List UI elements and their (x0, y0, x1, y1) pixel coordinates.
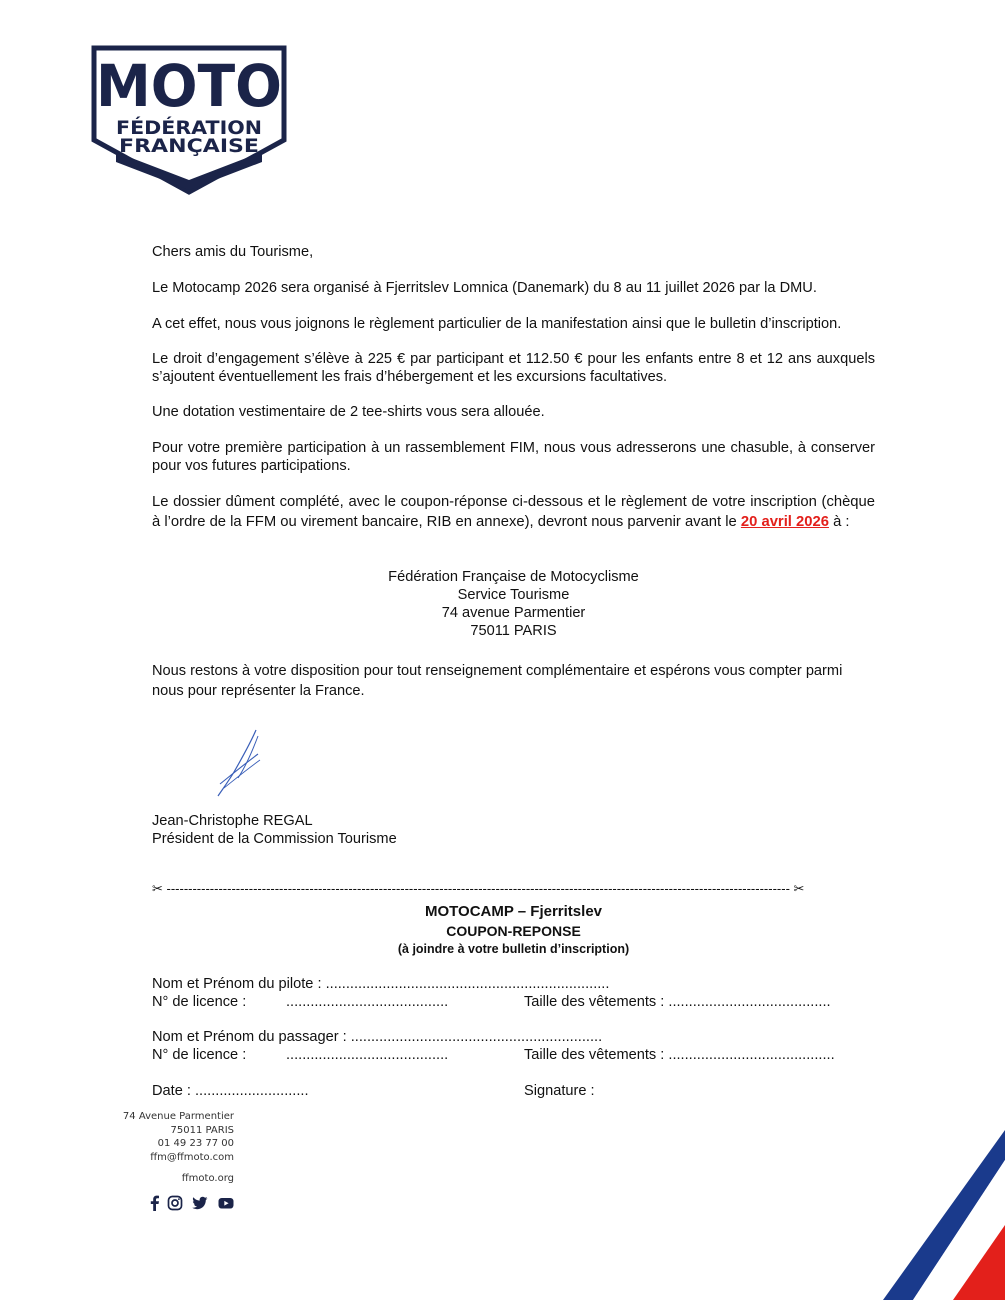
signer-title: Président de la Commission Tourisme (152, 831, 397, 847)
coupon-title: MOTOCAMP – Fjerritslev (425, 903, 602, 920)
pilot-licence-field[interactable]: ........................................ (286, 994, 449, 1010)
paragraph-closing: Nous restons à votre disposition pour tout renseignement complémentaire et espérons vous compter parmi nous pour représenter la France. (152, 663, 843, 699)
address-line: Service Tourisme (457, 587, 570, 603)
date-field[interactable]: Date : ............................ (152, 1083, 309, 1099)
pilot-licence-label: N° de licence : (152, 994, 247, 1010)
address-line: 75011 PARIS (470, 623, 557, 639)
footer-email[interactable]: ffm@ffmoto.com (150, 1151, 234, 1163)
coupon-subtitle: COUPON-REPONSE (446, 923, 581, 939)
logo-word: MOTO (96, 52, 282, 120)
deadline-date: 20 avril 2026 (740, 513, 829, 530)
greeting: Chers amis du Tourisme, (152, 244, 314, 260)
tricolor-stripe-decoration (875, 1130, 1005, 1300)
handwritten-signature (212, 726, 266, 798)
signature-field[interactable]: Signature : (524, 1083, 595, 1099)
passenger-name-field[interactable]: Nom et Prénom du passager : .............................................................. (152, 1029, 603, 1045)
address-line: Fédération Française de Motocyclisme (388, 569, 639, 585)
pilot-size-field[interactable]: Taille des vêtements : ........................................ (524, 994, 831, 1010)
paragraph-chasuble: Pour votre première participation à un rassemblement FIM, nous vous adresserons une chasuble, à conserver pour vos futures participations. (152, 440, 875, 474)
ffm-logo (88, 44, 290, 196)
paragraph-documents: A cet effet, nous vous joignons le règlement particulier de la manifestation ainsi que le bulletin d’inscription. (152, 316, 842, 332)
twitter-icon[interactable] (191, 1194, 209, 1212)
logo-line1: FÉDÉRATION (116, 117, 251, 139)
postal-address (152, 568, 875, 640)
passenger-licence-label: N° de licence : (152, 1047, 247, 1063)
youtube-icon[interactable] (217, 1194, 235, 1212)
paragraph-tshirts: Une dotation vestimentaire de 2 tee-shirts vous sera allouée. (152, 404, 545, 420)
paragraph-fees: Le droit d’engagement s’élève à 225 € par participant et 112.50 € pour les enfants entre 8 et 12 ans auxquels s’ajoutent éventuellement les frais d’hébergement et les excursions facultatives. (152, 351, 875, 385)
coupon-note: (à joindre à votre bulletin d’inscription) (397, 942, 630, 956)
footer-city: 75011 PARIS (170, 1124, 234, 1136)
pilot-name-field[interactable]: Nom et Prénom du pilote : ...................................................................... (152, 976, 610, 992)
paragraph-deadline (152, 493, 875, 532)
paragraph-dates: Le Motocamp 2026 sera organisé à Fjerritslev Lomnica (Danemark) du 8 au 11 juillet 2026 par la DMU. (152, 280, 817, 296)
passenger-size-field[interactable]: Taille des vêtements : ......................................... (524, 1047, 835, 1063)
deadline-text-after: à : (828, 513, 850, 530)
cut-line: ✂ ------------------------------------------------------------------------------------------------------------------------------------------------ ✂ (152, 881, 805, 896)
passenger-licence-field[interactable]: ........................................ (286, 1047, 449, 1063)
address-line: 74 avenue Parmentier (441, 605, 586, 621)
deadline-text-before: Le dossier dûment complété, avec le coupon-réponse ci-dessous et le règlement de votre inscription (chèque à l’ordre de la FFM ou virement bancaire, RIB en annexe), devront nous parvenir avant le (152, 494, 875, 530)
footer-street: 74 Avenue Parmentier (122, 1111, 234, 1122)
logo-line2: FRANÇAISE (119, 135, 259, 157)
footer-contact (96, 1110, 234, 1164)
footer-website[interactable]: ffmoto.org (181, 1173, 234, 1184)
footer-phone: 01 49 23 77 00 (157, 1138, 234, 1149)
signer-name: Jean-Christophe REGAL (152, 813, 313, 829)
facebook-icon[interactable] (146, 1194, 164, 1212)
instagram-icon[interactable] (166, 1194, 184, 1212)
